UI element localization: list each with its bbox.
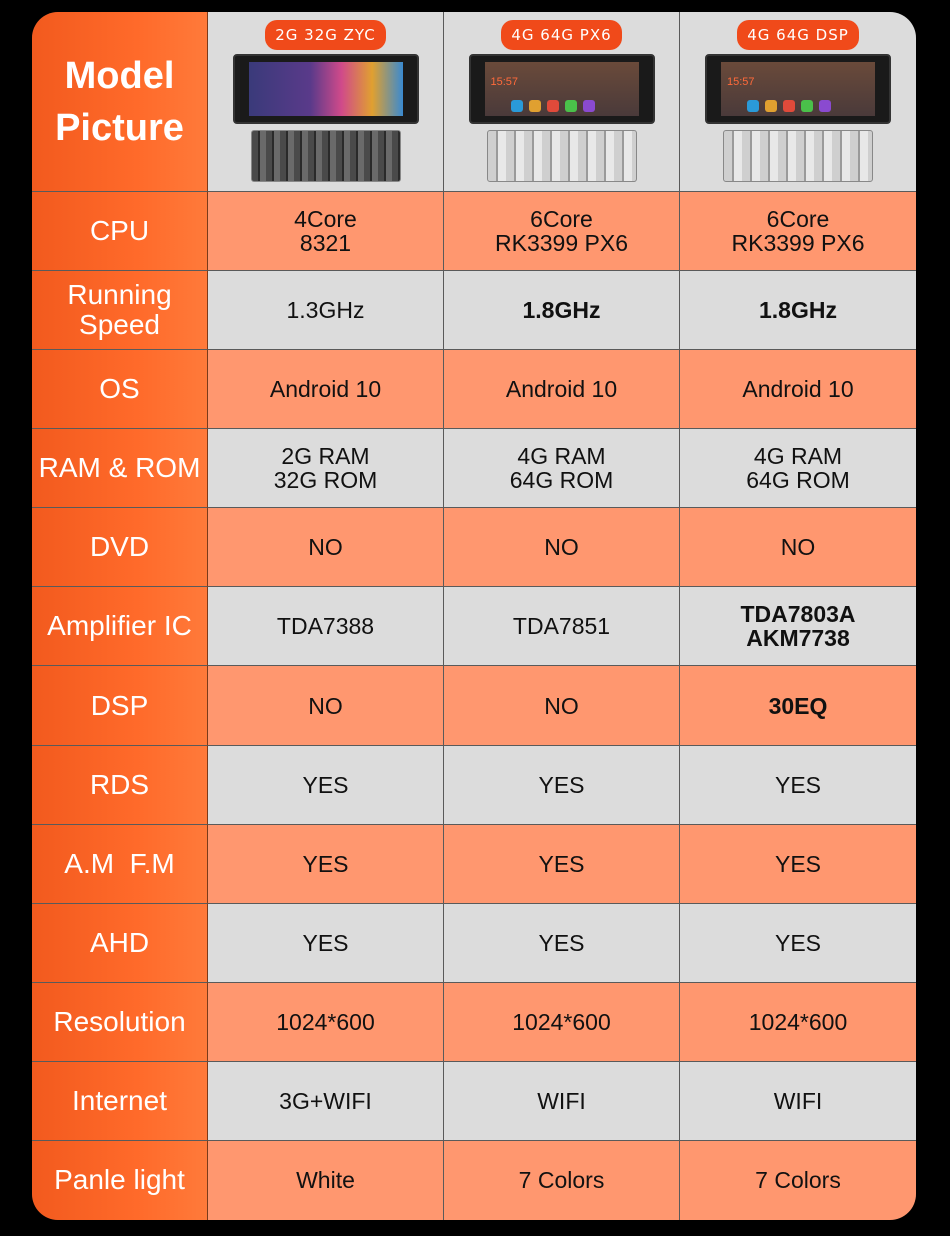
panel-light-model-2: 7 Colors [444, 1141, 680, 1220]
panel-light-model-3: 7 Colors [680, 1141, 916, 1220]
rds-model-3: YES [680, 746, 916, 825]
head-unit-back-image [487, 130, 637, 182]
model-label-line2: Picture [55, 106, 184, 149]
head-unit-screen-image [233, 54, 419, 124]
os-model-3: Android 10 [680, 350, 916, 429]
resolution-model-2: 1024*600 [444, 983, 680, 1062]
model-picture-label [32, 12, 208, 192]
model-1-picture [208, 12, 444, 192]
resolution-model-3: 1024*600 [680, 983, 916, 1062]
amp-model-3: TDA7803A AKM7738 [680, 587, 916, 666]
amfm-model-3: YES [680, 825, 916, 904]
screen-clock: 15:57 [727, 76, 755, 88]
model-2-picture [444, 12, 680, 192]
os-model-2: Android 10 [444, 350, 680, 429]
row-label-ram-rom: RAM & ROM [32, 429, 208, 508]
row-label-resolution: Resolution [32, 983, 208, 1062]
internet-model-2: WIFI [444, 1062, 680, 1141]
dsp-model-2: NO [444, 666, 680, 745]
model-1-badge: 2G 32G ZYC [265, 20, 386, 50]
row-label-os: OS [32, 350, 208, 429]
resolution-model-1: 1024*600 [208, 983, 444, 1062]
amfm-model-2: YES [444, 825, 680, 904]
speed-model-3: 1.8GHz [680, 271, 916, 350]
cpu-model-1: 4Core 8321 [208, 192, 444, 271]
rds-model-2: YES [444, 746, 680, 825]
row-label-panel-light: Panle light [32, 1141, 208, 1220]
ahd-model-2: YES [444, 904, 680, 983]
dvd-model-3: NO [680, 508, 916, 587]
model-3-badge: 4G 64G DSP [737, 20, 859, 50]
dvd-model-1: NO [208, 508, 444, 587]
ram-rom-model-2: 4G RAM 64G ROM [444, 429, 680, 508]
amp-model-2: TDA7851 [444, 587, 680, 666]
head-unit-screen-image [469, 54, 655, 124]
cpu-model-3: 6Core RK3399 PX6 [680, 192, 916, 271]
row-label-ahd: AHD [32, 904, 208, 983]
cpu-model-2: 6Core RK3399 PX6 [444, 192, 680, 271]
ram-rom-model-3: 4G RAM 64G ROM [680, 429, 916, 508]
row-label-amplifier-ic: Amplifier IC [32, 587, 208, 666]
ahd-model-1: YES [208, 904, 444, 983]
model-3-picture [680, 12, 916, 192]
internet-model-3: WIFI [680, 1062, 916, 1141]
row-label-am-fm: A.M F.M [32, 825, 208, 904]
row-label-running-speed: Running Speed [32, 271, 208, 350]
row-label-internet: Internet [32, 1062, 208, 1141]
panel-light-model-1: White [208, 1141, 444, 1220]
row-label-cpu: CPU [32, 192, 208, 271]
row-label-dsp: DSP [32, 666, 208, 745]
ahd-model-3: YES [680, 904, 916, 983]
row-label-rds: RDS [32, 746, 208, 825]
model-label-line1: Model [64, 54, 175, 97]
head-unit-back-image [723, 130, 873, 182]
speed-model-1: 1.3GHz [208, 271, 444, 350]
ram-rom-model-1: 2G RAM 32G ROM [208, 429, 444, 508]
amp-model-1: TDA7388 [208, 587, 444, 666]
head-unit-screen-image [705, 54, 891, 124]
internet-model-1: 3G+WIFI [208, 1062, 444, 1141]
head-unit-back-image [251, 130, 401, 182]
model-2-badge: 4G 64G PX6 [501, 20, 621, 50]
dvd-model-2: NO [444, 508, 680, 587]
dsp-model-1: NO [208, 666, 444, 745]
dsp-model-3: 30EQ [680, 666, 916, 745]
os-model-1: Android 10 [208, 350, 444, 429]
amfm-model-1: YES [208, 825, 444, 904]
spec-comparison-table [32, 12, 916, 1220]
screen-clock: 15:57 [490, 76, 519, 88]
speed-model-2: 1.8GHz [444, 271, 680, 350]
rds-model-1: YES [208, 746, 444, 825]
row-label-dvd: DVD [32, 508, 208, 587]
